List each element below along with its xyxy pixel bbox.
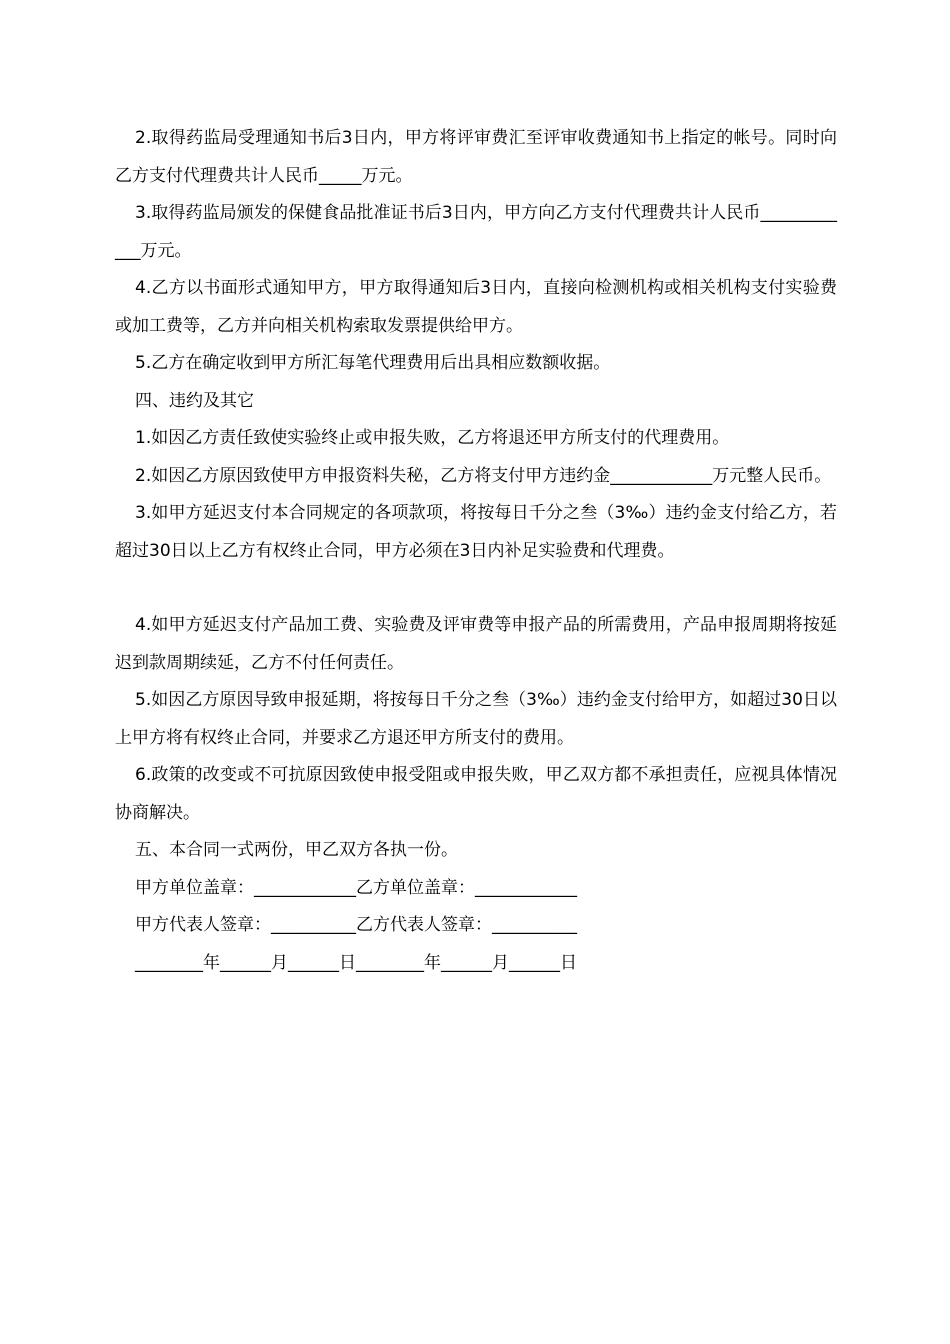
clause-4-3-late-payment: 3.如甲方延迟支付本合同规定的各项款项，将按每日千分之叁（3‰）违约金支付给乙方，若超过30日以上乙方有权终止合同，甲方必须在3日内补足实验费和代理费。 xyxy=(115,503,837,561)
section-heading-breach: 四、违约及其它 xyxy=(135,390,254,411)
clause-4-4-delay-extension: 4.如甲方延迟支付产品加工费、实验费及评审费等申报产品的所需费用，产品申报周期将按延迟到款周期续延，乙方不付任何责任。 xyxy=(115,615,837,673)
section-five-copies: 五、本合同一式两份，甲乙双方各执一份。 xyxy=(135,840,458,860)
paragraph-gap xyxy=(115,570,837,607)
clause-3-4-testing-fees: 4.乙方以书面形式通知甲方，甲方取得通知后3日内，直接向检测机构或相关机构支付实验费或加工费等，乙方并向相关机构索取发票提供给甲方。 xyxy=(115,278,837,336)
seal-signature-line: 甲方单位盖章：____________乙方单位盖章：____________ xyxy=(135,877,577,898)
representative-signature-line: 甲方代表人签章：__________乙方代表人签章：__________ xyxy=(135,915,577,935)
clause-3-3-payment-after-approval: 3.取得药监局颁发的保健食品批准证书后3日内，甲方向乙方支付代理费共计人民币____________万元。 xyxy=(115,203,837,261)
clause-3-2-payment-review-fee: 2.取得药监局受理通知书后3日内，甲方将评审费汇至评审收费通知书上指定的帐号。同时向乙方支付代理费共计人民币_____万元。 xyxy=(115,128,837,186)
clause-3-5-receipt: 5.乙方在确定收到甲方所汇每笔代理费用后出具相应数额收据。 xyxy=(135,353,611,373)
document-body xyxy=(115,120,837,982)
clause-4-6-force-majeure: 6.政策的改变或不可抗原因致使申报受阻或申报失败，甲乙双方都不承担责任，应视具体情况协商解决。 xyxy=(115,765,837,823)
date-line: ________年______月______日________年______月______日 xyxy=(135,952,577,973)
clause-4-1-refund: 1.如因乙方责任致使实验终止或申报失败，乙方将退还甲方所支付的代理费用。 xyxy=(135,428,730,448)
clause-4-5-delay-penalty: 5.如因乙方原因导致申报延期，将按每日千分之叁（3‰）违约金支付给甲方，如超过30日以上甲方将有权终止合同，并要求乙方退还甲方所支付的费用。 xyxy=(115,690,837,748)
clause-4-2-confidentiality: 2.如因乙方原因致使甲方申报资料失秘，乙方将支付甲方违约金____________万元整人民币。 xyxy=(135,465,832,486)
